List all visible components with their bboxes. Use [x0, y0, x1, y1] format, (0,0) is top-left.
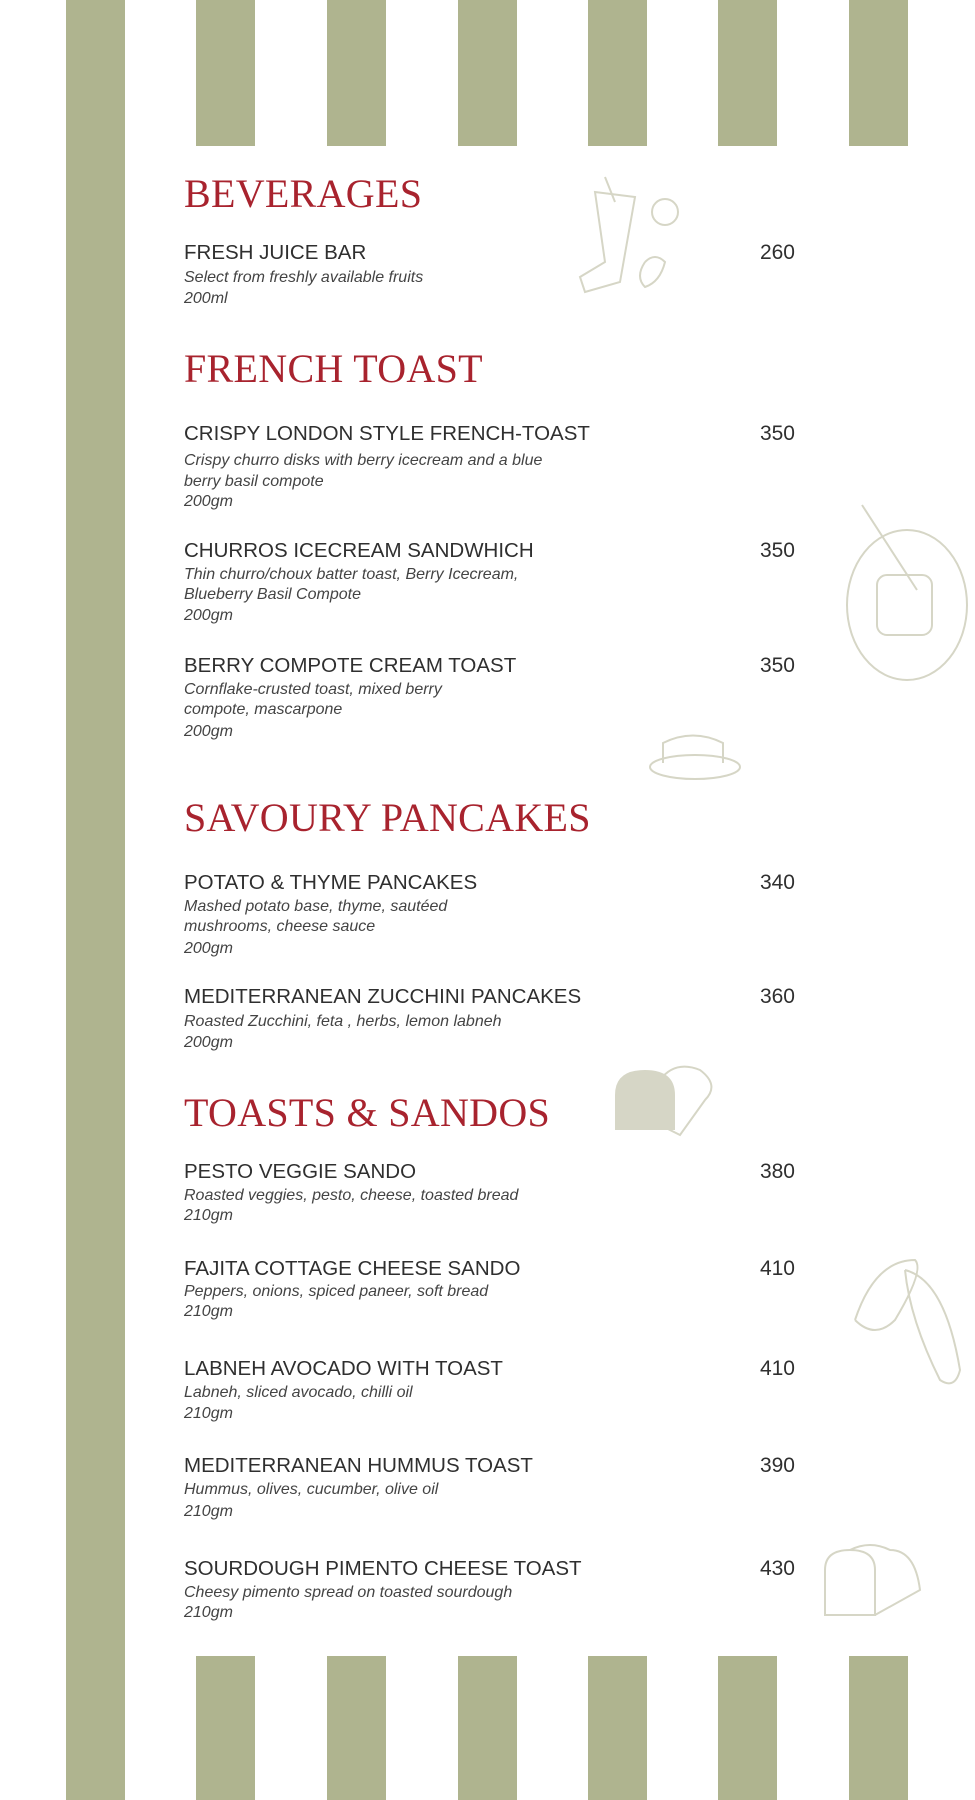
menu-item-description: Peppers, onions, spiced paneer, soft bread	[184, 1283, 489, 1300]
menu-item-description: 210gm	[184, 1207, 233, 1224]
menu-item-description: 200gm	[184, 940, 233, 957]
menu-item-description: 210gm	[184, 1405, 233, 1422]
top-stripe	[458, 0, 517, 146]
top-stripe	[327, 0, 386, 146]
menu-item-description: Select from freshly available fruits	[184, 269, 424, 286]
menu-item-description: Labneh, sliced avocado, chilli oil	[184, 1384, 413, 1401]
menu-item-price: 380	[759, 1160, 795, 1183]
menu-item-name: FRESH JUICE BAR	[184, 241, 367, 264]
menu-item-name: CHURROS ICECREAM SANDWHICH	[184, 539, 534, 562]
menu-item-name: PESTO VEGGIE SANDO	[184, 1160, 417, 1183]
bottom-stripe	[718, 1656, 777, 1800]
menu-item-price: 410	[759, 1357, 795, 1380]
menu-item-description: 200gm	[184, 723, 233, 740]
menu-item-name: MEDITERRANEAN HUMMUS TOAST	[184, 1454, 533, 1477]
menu-item-description: Roasted veggies, pesto, cheese, toasted bread	[184, 1187, 519, 1204]
menu-item-description: Cornflake-crusted toast, mixed berry	[184, 681, 442, 698]
menu-item-name: SOURDOUGH PIMENTO CHEESE TOAST	[184, 1557, 582, 1580]
menu-item-description: Thin churro/choux batter toast, Berry Icecream,	[184, 566, 519, 583]
top-stripe	[718, 0, 777, 146]
section-heading: BEVERAGES	[184, 171, 423, 216]
menu-item-description: 210gm	[184, 1303, 233, 1320]
baguette-icon	[845, 1250, 965, 1405]
menu-item-price: 390	[759, 1454, 795, 1477]
juice-glass-icon	[575, 172, 690, 307]
bottom-stripe	[327, 1656, 386, 1800]
bottom-stripe	[849, 1656, 908, 1800]
menu-item-description: mushrooms, cheese sauce	[184, 918, 376, 935]
menu-item-name: BERRY COMPOTE CREAM TOAST	[184, 654, 517, 677]
top-stripe	[196, 0, 255, 146]
top-stripe	[849, 0, 908, 146]
menu-item-price: 350	[759, 422, 795, 445]
menu-item-description: Crispy churro disks with berry icecream and a blue	[184, 452, 543, 469]
menu-item-description: 200gm	[184, 493, 233, 510]
menu-item-description: Cheesy pimento spread on toasted sourdough	[184, 1584, 513, 1601]
bottom-stripe	[196, 1656, 255, 1800]
menu-item-description: Roasted Zucchini, feta , herbs, lemon labneh	[184, 1013, 502, 1030]
menu-item-description: compote, mascarpone	[184, 701, 343, 718]
menu-item-name: CRISPY LONDON STYLE FRENCH-TOAST	[184, 422, 590, 445]
menu-item-description: Blueberry Basil Compote	[184, 586, 361, 603]
menu-item-price: 430	[759, 1557, 795, 1580]
menu-item-price: 340	[759, 871, 795, 894]
menu-item-price: 410	[759, 1257, 795, 1280]
menu-item-name: POTATO & THYME PANCAKES	[184, 871, 478, 894]
loaf-icon	[820, 1540, 930, 1625]
section-heading: SAVOURY PANCAKES	[184, 795, 591, 840]
bottom-stripe	[458, 1656, 517, 1800]
menu-item-price: 360	[759, 985, 795, 1008]
menu-item-description: 200gm	[184, 1034, 233, 1051]
menu-item-description: 200gm	[184, 607, 233, 624]
menu-item-name: LABNEH AVOCADO WITH TOAST	[184, 1357, 503, 1380]
section-heading: TOASTS & SANDOS	[184, 1090, 551, 1135]
menu-item-name: FAJITA COTTAGE CHEESE SANDO	[184, 1257, 521, 1280]
toast-plate-icon	[832, 500, 972, 695]
menu-item-price: 350	[759, 539, 795, 562]
menu-item-description: 210gm	[184, 1604, 233, 1621]
menu-item-description: Hummus, olives, cucumber, olive oil	[184, 1481, 439, 1498]
menu-item-description: berry basil compote	[184, 473, 324, 490]
bread-slices-icon	[610, 1060, 720, 1145]
menu-item-description: 200ml	[184, 290, 228, 307]
menu-item-description: Mashed potato base, thyme, sautéed	[184, 898, 448, 915]
menu-item-description: 210gm	[184, 1503, 233, 1520]
pancake-stack-icon	[645, 725, 745, 790]
menu-item-name: MEDITERRANEAN ZUCCHINI PANCAKES	[184, 985, 582, 1008]
menu-item-price: 260	[759, 241, 795, 264]
top-stripe	[588, 0, 647, 146]
bottom-stripe	[588, 1656, 647, 1800]
left-stripe	[66, 0, 125, 1800]
section-heading: FRENCH TOAST	[184, 346, 483, 391]
menu-item-price: 350	[759, 654, 795, 677]
